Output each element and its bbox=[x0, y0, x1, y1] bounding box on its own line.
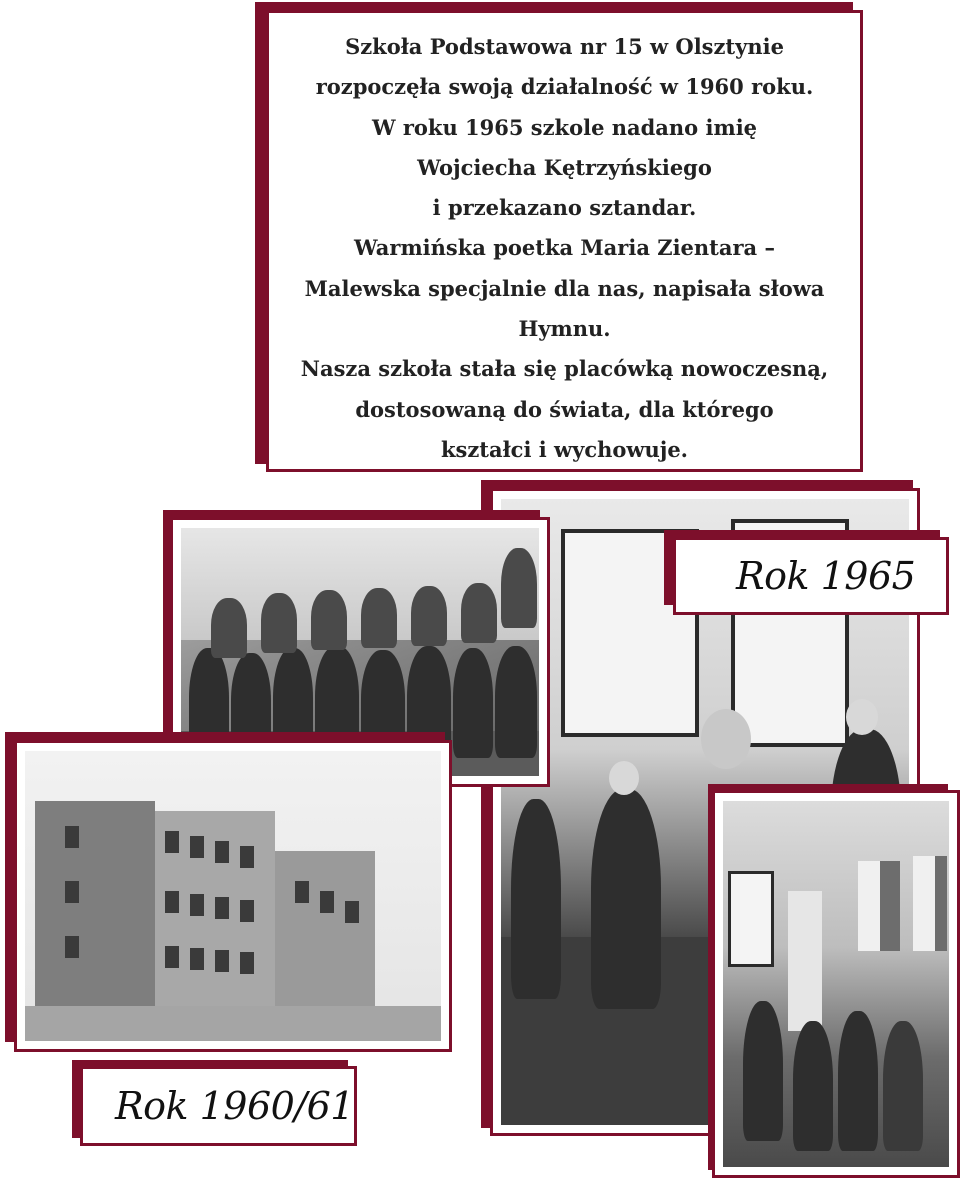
photo-person bbox=[361, 588, 397, 648]
photo-person bbox=[743, 1001, 783, 1141]
label-1960-text: Rok 1960/61 bbox=[115, 1084, 354, 1128]
photo-person bbox=[511, 799, 561, 999]
label-1965 bbox=[673, 537, 949, 615]
photo-person bbox=[211, 598, 247, 658]
photo-person bbox=[261, 593, 297, 653]
photo-banner-frame bbox=[712, 790, 960, 1178]
photo-building-frame bbox=[14, 740, 452, 1052]
photo-person bbox=[311, 590, 347, 650]
photo-person bbox=[453, 648, 493, 758]
photo-window bbox=[165, 831, 179, 853]
intro-line: dostosowaną do świata, dla którego bbox=[355, 396, 774, 422]
intro-text bbox=[281, 27, 848, 470]
intro-line: Warmińska poetka Maria Zientara – bbox=[354, 235, 775, 261]
photo-person bbox=[838, 1011, 878, 1151]
photo-window bbox=[320, 891, 334, 913]
photo-person bbox=[501, 548, 537, 628]
photo-window bbox=[240, 846, 254, 868]
photo-window bbox=[240, 952, 254, 974]
photo-flag bbox=[935, 856, 947, 951]
photo-window bbox=[240, 900, 254, 922]
photo-window bbox=[65, 936, 79, 958]
photo-bust bbox=[701, 709, 751, 769]
label-1965-text: Rok 1965 bbox=[736, 554, 916, 598]
photo-building bbox=[25, 751, 441, 1041]
intro-line: W roku 1965 szkole nadano imię bbox=[371, 114, 758, 140]
intro-box bbox=[266, 10, 863, 472]
photo-window bbox=[215, 950, 229, 972]
photo-person bbox=[591, 789, 661, 1009]
intro-line: kształci i wychowuje. bbox=[440, 436, 688, 462]
photo-window bbox=[728, 871, 774, 967]
photo-window bbox=[165, 891, 179, 913]
photo-flag bbox=[913, 856, 935, 951]
photo-person bbox=[461, 583, 497, 643]
photo-window bbox=[65, 826, 79, 848]
photo-flag bbox=[858, 861, 880, 951]
photo-banner bbox=[723, 801, 949, 1167]
photo-window bbox=[215, 841, 229, 863]
photo-person bbox=[411, 586, 447, 646]
photo-banner-flag bbox=[788, 891, 822, 1031]
photo-head bbox=[846, 699, 878, 735]
photo-person bbox=[495, 646, 537, 758]
intro-line: i przekazano sztandar. bbox=[432, 195, 697, 221]
photo-window bbox=[345, 901, 359, 923]
intro-line: Nasza szkoła stała się placówką nowoczesną, bbox=[300, 356, 829, 382]
photo-person bbox=[793, 1021, 833, 1151]
photo-window bbox=[190, 894, 204, 916]
photo-building-wing bbox=[275, 851, 375, 1016]
photo-flag bbox=[880, 861, 900, 951]
intro-line: Malewska specjalnie dla nas, napisała słowa bbox=[304, 275, 825, 301]
photo-window bbox=[165, 946, 179, 968]
photo-window bbox=[295, 881, 309, 903]
intro-line: Wojciecha Kętrzyńskiego bbox=[417, 154, 712, 180]
intro-line: Hymnu. bbox=[518, 316, 611, 342]
intro-line: rozpoczęła swoją działalność w 1960 roku. bbox=[315, 74, 814, 100]
photo-window bbox=[190, 948, 204, 970]
photo-head bbox=[609, 761, 639, 795]
photo-window bbox=[215, 897, 229, 919]
photo-building-main bbox=[35, 801, 155, 1016]
photo-window bbox=[190, 836, 204, 858]
photo-window bbox=[65, 881, 79, 903]
label-1960 bbox=[80, 1066, 357, 1146]
intro-line: Szkoła Podstawowa nr 15 w Olsztynie bbox=[345, 34, 784, 59]
photo-person bbox=[883, 1021, 923, 1151]
photo-ground bbox=[25, 1006, 441, 1041]
